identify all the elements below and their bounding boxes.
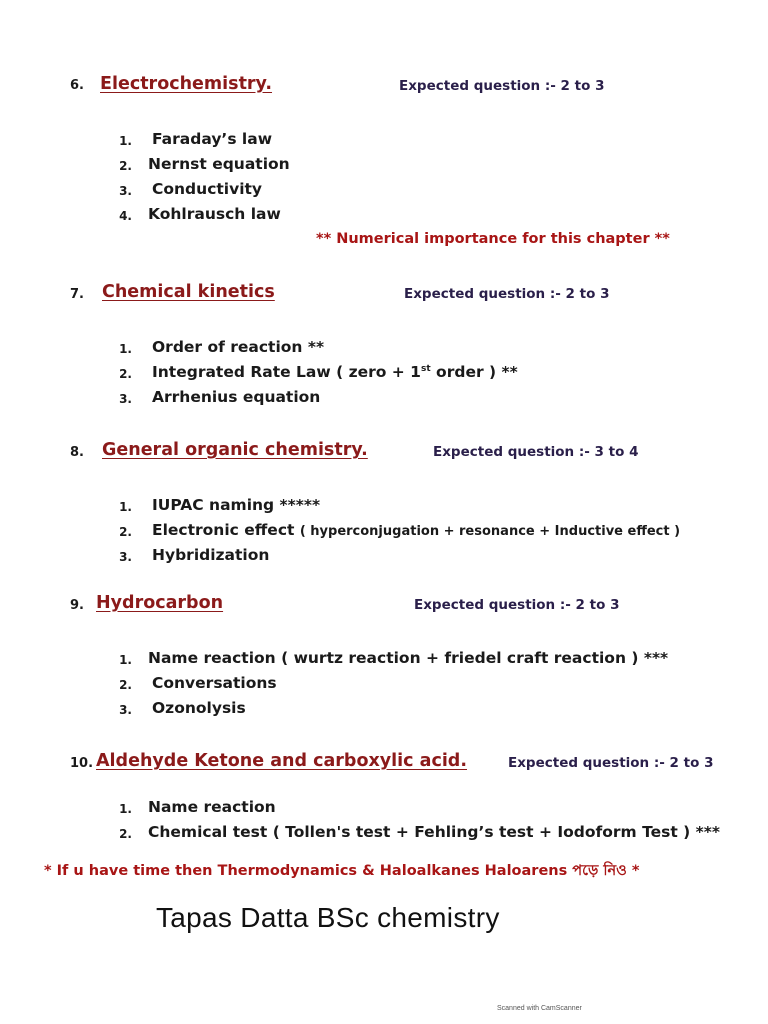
item-number: 3.: [119, 703, 132, 717]
item-number: 1.: [119, 134, 132, 148]
section-number: 8.: [70, 445, 84, 460]
list-item: Order of reaction **: [152, 338, 325, 356]
section-title-aldehyde-ketone: Aldehyde Ketone and carboxylic acid.: [96, 751, 467, 771]
item-number: 1.: [119, 500, 132, 514]
scan-watermark: Scanned with CamScanner: [497, 1005, 582, 1012]
section-title-chemical-kinetics: Chemical kinetics: [102, 282, 275, 302]
expected-question: Expected question :- 2 to 3: [508, 755, 714, 771]
signature: Tapas Datta BSc chemistry: [156, 902, 500, 933]
item-number: 1.: [119, 653, 132, 667]
list-item: Arrhenius equation: [152, 388, 321, 406]
list-item: Integrated Rate Law ( zero + 1st order ) **: [152, 363, 518, 381]
item-number: 2.: [119, 525, 132, 539]
list-item: Chemical test ( Tollen's test + Fehling’s test + Iodoform Test ) ***: [148, 823, 720, 841]
item-number: 2.: [119, 159, 132, 173]
numerical-importance-note: ** Numerical importance for this chapter **: [316, 231, 670, 247]
item-number: 3.: [119, 184, 132, 198]
expected-question: Expected question :- 2 to 3: [404, 286, 610, 302]
list-item: Conductivity: [152, 180, 263, 198]
list-item: Kohlrausch law: [148, 205, 281, 223]
expected-question: Expected question :- 2 to 3: [414, 597, 620, 613]
section-number: 10.: [70, 756, 94, 771]
item-number: 4.: [119, 209, 132, 223]
list-item: Hybridization: [152, 546, 270, 564]
list-item: Nernst equation: [148, 155, 290, 173]
item-number: 3.: [119, 392, 132, 406]
footer-note: * If u have time then Thermodynamics & Haloalkanes Haloarens পড়ে নিও *: [44, 863, 640, 879]
expected-question: Expected question :- 2 to 3: [399, 78, 605, 94]
expected-question: Expected question :- 3 to 4: [433, 444, 639, 460]
list-item: Conversations: [152, 674, 277, 692]
item-number: 1.: [119, 802, 132, 816]
section-number: 7.: [70, 287, 84, 302]
list-item: Name reaction: [148, 798, 276, 816]
list-item: Faraday’s law: [152, 130, 273, 148]
list-item: Name reaction ( wurtz reaction + friedel craft reaction ) ***: [148, 649, 669, 667]
section-title-hydrocarbon: Hydrocarbon: [96, 593, 224, 613]
section-number: 9.: [70, 598, 84, 613]
section-number: 6.: [70, 78, 84, 93]
item-number: 2.: [119, 827, 132, 841]
item-number: 2.: [119, 367, 132, 381]
item-number: 2.: [119, 678, 132, 692]
item-number: 3.: [119, 550, 132, 564]
item-number: 1.: [119, 342, 132, 356]
list-item: IUPAC naming *****: [152, 496, 321, 514]
list-item: Electronic effect ( hyperconjugation + resonance + Inductive effect ): [152, 521, 681, 539]
section-title-general-organic-chemistry: General organic chemistry.: [102, 440, 368, 460]
list-item: Ozonolysis: [152, 699, 246, 717]
section-title-electrochemistry: Electrochemistry.: [100, 74, 273, 94]
